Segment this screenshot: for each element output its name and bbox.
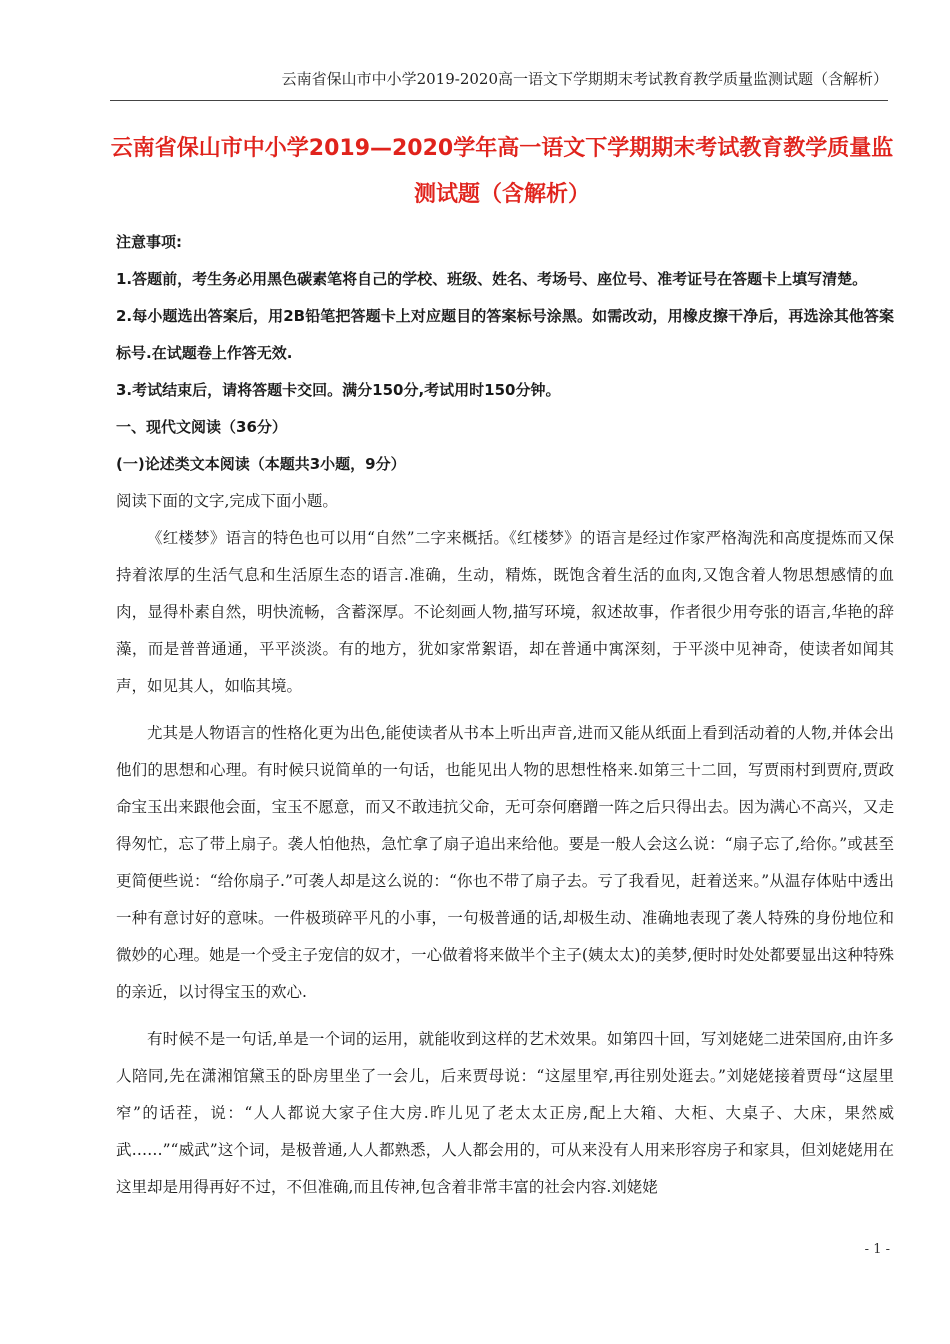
section-heading: 一、现代文阅读（36分） xyxy=(116,418,287,436)
running-header: 云南省保山市中小学2019-2020高一语文下学期期末考试教育教学质量监测试题（含解析） xyxy=(281,70,888,88)
passage-paragraph-2: 尤其是人物语言的性格化更为出色,能使读者从书本上听出声音,进而又能从纸面上看到活动着的人物,并体会出他们的思想和心理。有时候只说简单的一句话，也能见出人物的思想性格来.如第三十二回，写贾雨村到贾府,贾政命宝玉出来跟他会面，宝玉不愿意，而又不敢违抗父命，无可奈何磨蹭一阵之后只得出去。因为满心不高兴，又走得匆忙，忘了带上扇子。袭人怕他热，急忙拿了扇子追出来给他。要是一般人会这么说：“扇子忘了,给你。”或甚至更简便些说：“给你扇子.”可袭人却是这么说的：“你也不带了扇子去。亏了我看见，赶着送来。”从温存体贴中透出一种有意讨好的意味。一件极琐碎平凡的小事，一句极普通的话,却极生动、准确地表现了袭人特殊的身份地位和微妙的心理。她是一个受主子宠信的奴才，一心做着将来做半个主子(姨太太)的美梦,便时时处处都要显出这种特殊的亲近，以讨得宝玉的欢心. xyxy=(116,724,894,1001)
passage-paragraph-3: 有时候不是一句话,单是一个词的运用，就能收到这样的艺术效果。如第四十回，写刘姥姥二进荣国府,由许多人陪同,先在潇湘馆黛玉的卧房里坐了一会儿，后来贾母说：“这屋里窄,再往别处逛去。”刘姥姥接着贾母“这屋里窄”的话茬，说：“人人都说大家子住大房.昨儿见了老太太正房,配上大箱、大柜、大桌子、大床，果然威武……”“威武”这个词，是极普通,人人都熟悉，人人都会用的，可从来没有人用来形容房子和家具，但刘姥姥用在这里却是用得再好不过，不但准确,而且传神,包含着非常丰富的社会内容.刘姥姥 xyxy=(116,1030,894,1196)
note-item-3: 3.考试结束后，请将答题卡交回。满分150分,考试用时150分钟。 xyxy=(116,381,561,399)
passage-paragraph-1: 《红楼梦》语言的特色也可以用“自然”二字来概括。《红楼梦》的语言是经过作家严格淘洗和高度提炼而又保持着浓厚的生活气息和生活原生态的语言.准确，生动，精炼，既饱含着生活的血肉,又饱含着人物思想感情的血肉，显得朴素自然，明快流畅，含蓄深厚。不论刻画人物,描写环境，叙述故事，作者很少用夸张的语言,华艳的辞藻，而是普普通通，平平淡淡。有的地方，犹如家常絮语，却在普通中寓深刻，于平淡中见神奇，使读者如闻其声，如见其人，如临其境。 xyxy=(116,529,894,695)
section-subheading: (一)论述类文本阅读（本题共3小题，9分） xyxy=(116,455,406,473)
header-divider xyxy=(110,100,888,101)
document-body xyxy=(116,224,894,1206)
note-item-2: 2.每小题选出答案后，用2B铅笔把答题卡上对应题目的答案标号涂黑。如需改动，用橡皮擦干净后，再选涂其他答案标号.在试题卷上作答无效. xyxy=(116,307,894,362)
reading-instruction: 阅读下面的文字,完成下面小题。 xyxy=(116,492,338,510)
note-item-1: 1.答题前，考生务必用黑色碳素笔将自己的学校、班级、姓名、考场号、座位号、准考证号在答题卡上填写清楚。 xyxy=(116,270,868,288)
document-title: 云南省保山市中小学2019—2020学年高一语文下学期期末考试教育教学质量监测试题（含解析） xyxy=(110,136,894,207)
page-number: - 1 - xyxy=(864,1242,890,1257)
notes-heading: 注意事项: xyxy=(116,233,182,251)
